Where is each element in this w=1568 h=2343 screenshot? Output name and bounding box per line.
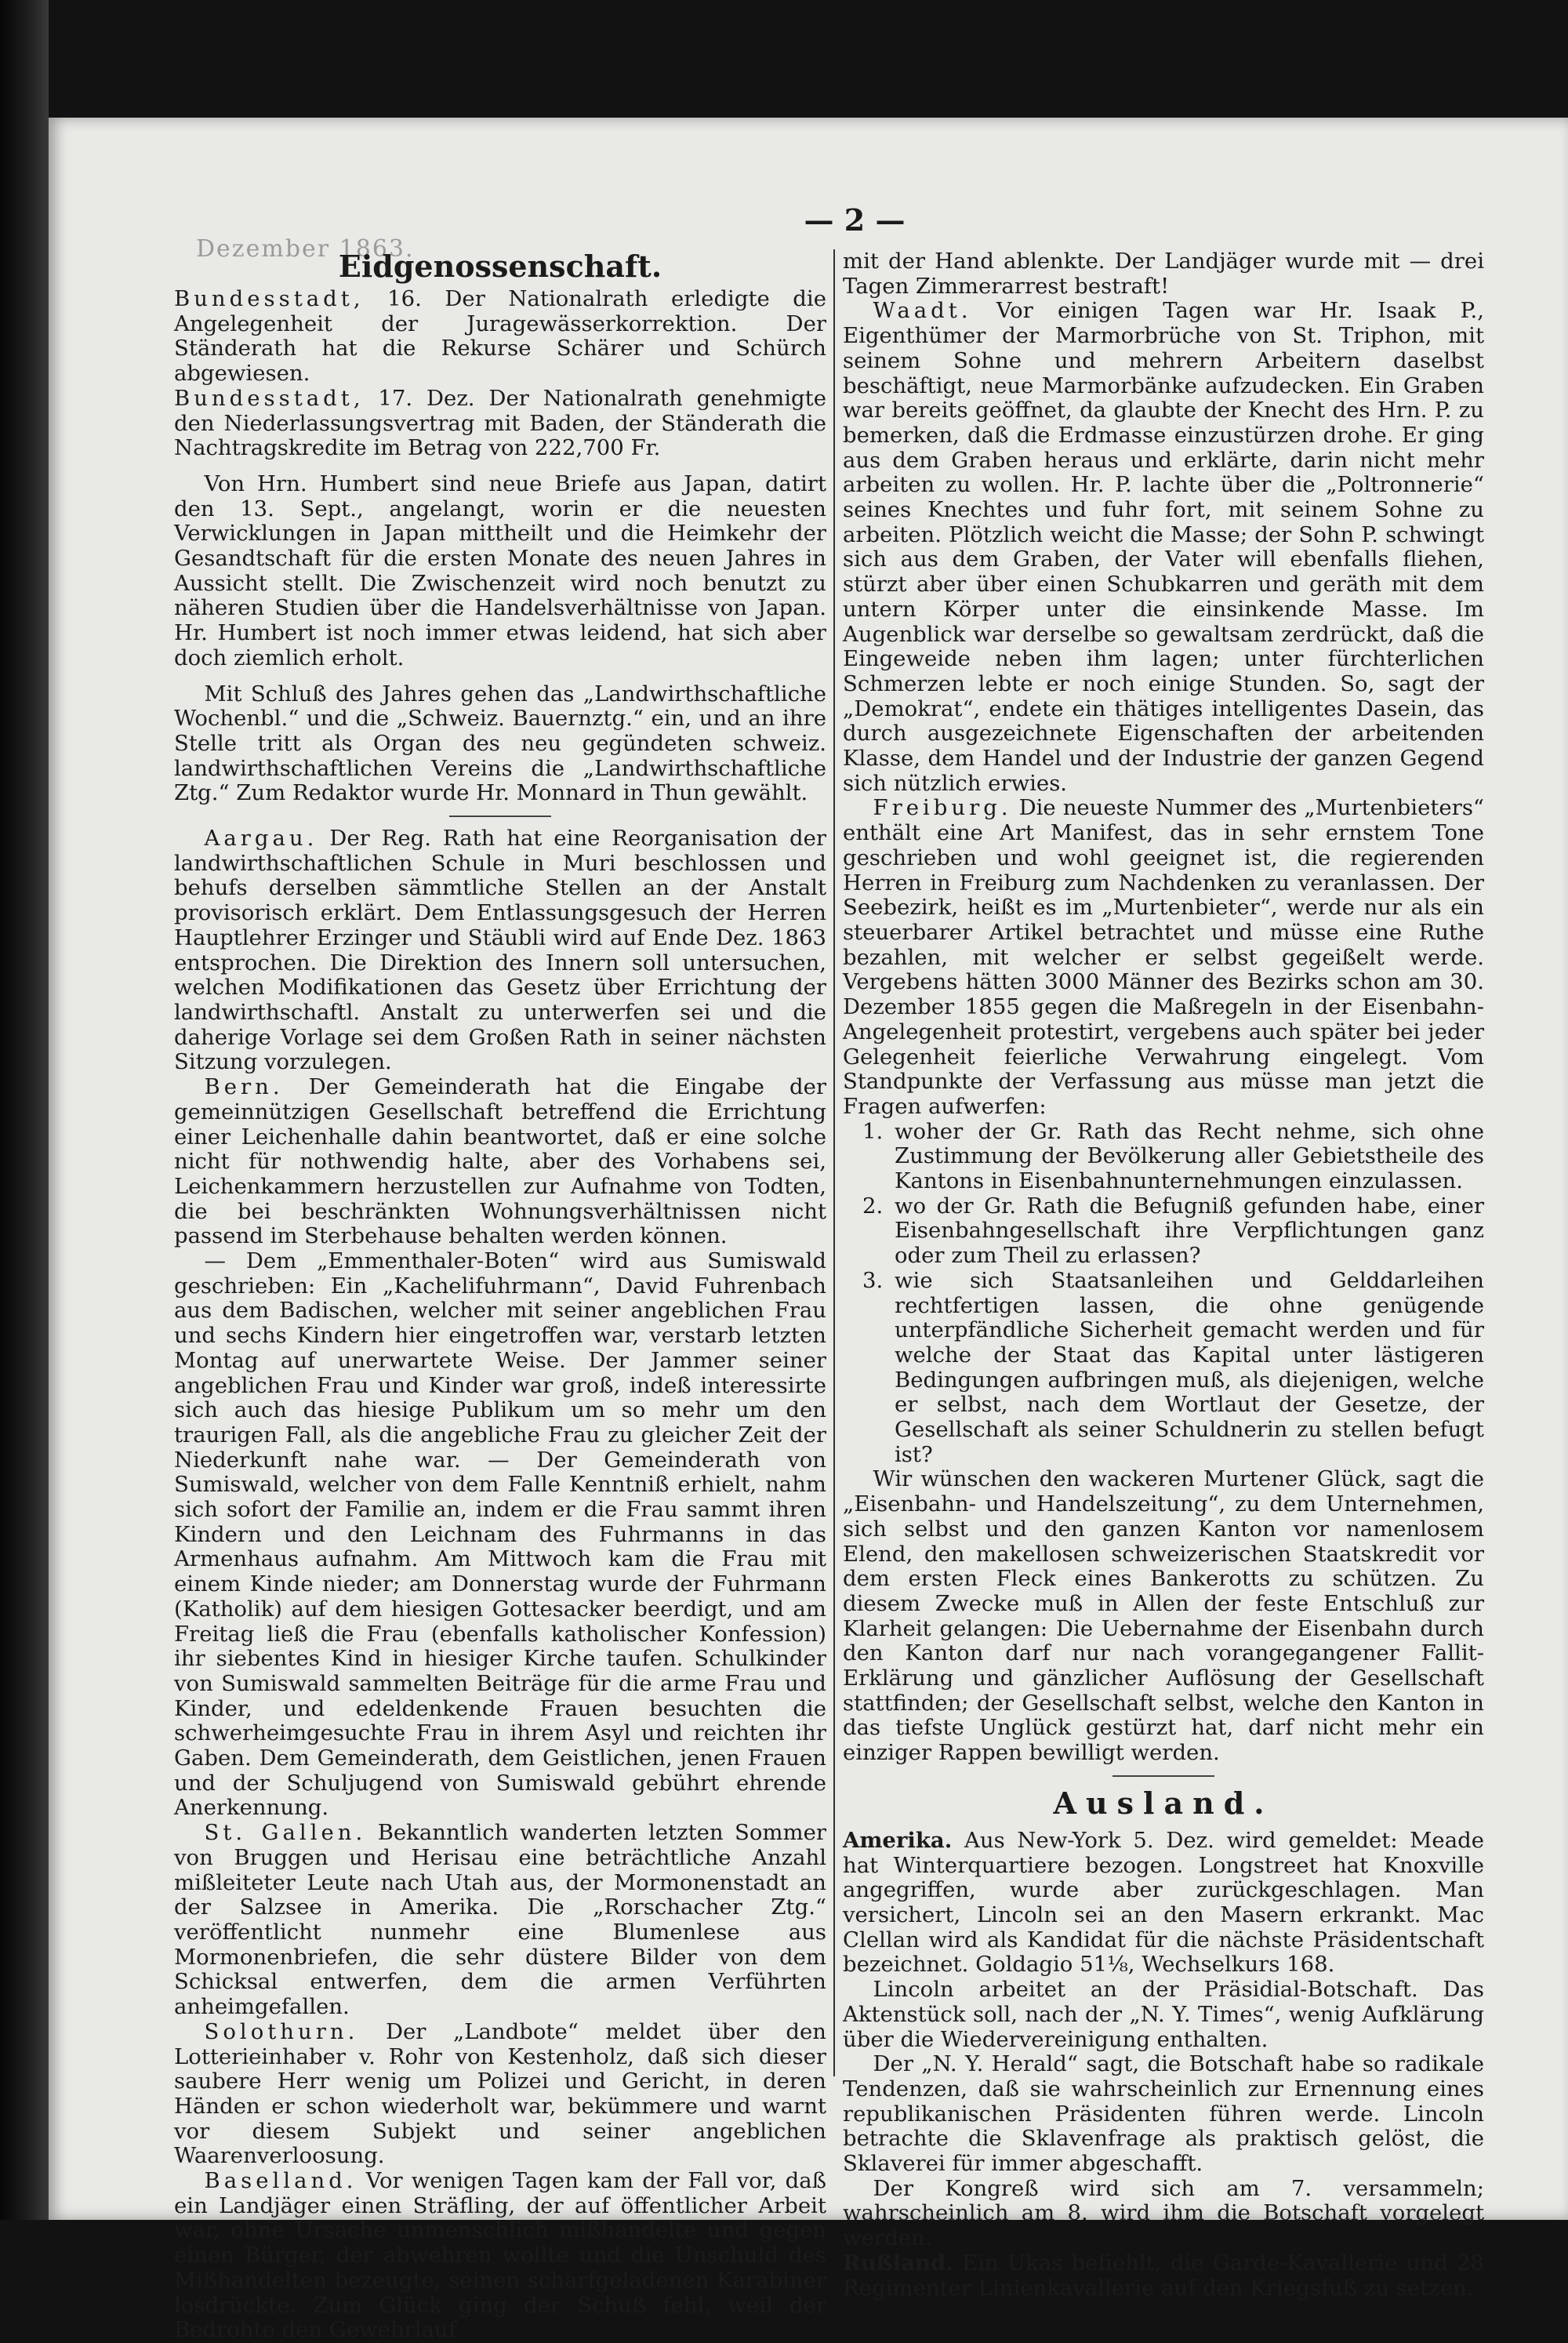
dateline: Solothurn. xyxy=(204,2018,359,2044)
article-st-gallen xyxy=(174,1821,826,2020)
article-text: 16. Der Nationalrath erledigte die Angelegenheit der Juragewässerkorrektion. Der Ständerath hat die Rekurse Schärer und Schürch abgewiesen. xyxy=(174,286,826,387)
article-bundesstadt-17 xyxy=(174,387,826,461)
dateline: St. Gallen. xyxy=(204,1820,367,1846)
article-bern xyxy=(174,1075,826,1249)
article-aargau xyxy=(174,826,826,1075)
spacer xyxy=(174,461,826,472)
question-item: 3. wie sich Staatsanleihen und Gelddarleihen rechtfertigen lassen, die ohne genügende unterpfändliche Sicherheit gemacht werden und für welche der Staat das Kapital unter lästigeren Bedingungen aufbringen muß, als diejenigen, welche er selbst, nach dem Wortlaut der Gesetze, der Gesellschaft als seiner Schuldnerin zu stellen befugt ist? xyxy=(890,1269,1484,1468)
article-text: Aus New-York 5. Dez. wird gemeldet: Meade hat Winterquartiere bezogen. Longstreet hat Knoxville angegriffen, wurde aber zurückgeschlagen. Man versichert, Lincoln sei an den Masern erkrankt. Mac Clellan wird als Kandidat für die nächste Präsidentschaft bezeichnet. Goldagio 51⅛, Wechselkurs 168. xyxy=(843,1827,1484,1978)
article-freiburg xyxy=(843,796,1484,1119)
article-text: Der Gemeinderath hat die Eingabe der gemeinnützigen Gesellschaft betreffend die Errichtung einer Leichenhalle dahin beantwortet, daß er eine solche nicht für nothwendig halte, aber des Vorhabens sei, Leichenkammern herzustellen zur Aufnahme von Todten, die bei beschränkten Wohnungsverhältnissen nicht passend im Sterbehause behalten werden können. xyxy=(174,1074,826,1249)
section-title-eidgenossenschaft: Eidgenossenschaft. xyxy=(338,249,662,284)
question-item: 2. wo der Gr. Rath die Befugniß gefunden habe, einer Eisenbahngesellschaft ihre Verpflichtungen ganz oder zum Theil zu erlassen? xyxy=(890,1194,1484,1269)
article-text: Der Reg. Rath hat eine Reorganisation der landwirthschaftlichen Schule in Muri beschlossen und behufs derselben sämmtliche Stellen an der Anstalt provisorisch erklärt. Dem Entlassungsgesuch der Herren Hauptlehrer Erzinger und Stäubli wird auf Ende Dez. 1863 entsprochen. Die Direktion des Innern soll untersuchen, welchen Modifikationen das Gesetz über Errichtung der landwirthschaftl. Anstalt zu unterwerfen sei und die daherige Vorlage sei dem Großen Rath in seiner nächsten Sitzung vorzulegen. xyxy=(174,826,826,1075)
faint-running-header: Dezember 1863. xyxy=(196,235,415,263)
article-ny-herald: Der „N. Y. Herald“ sagt, die Botschaft habe so radikale Tendenzen, daß sie wahrscheinlich zur Ernennung eines republikanischen Präsidenten führen werde. Lincoln betrachte die Sklavenfrage als praktisch gelöst, die Sklaverei für immer abgeschafft. xyxy=(843,2051,1484,2177)
dateline: Bundesstadt, xyxy=(174,385,365,411)
country-lead: Rußland. xyxy=(843,2250,953,2276)
book-binding xyxy=(0,0,49,2220)
dateline: Bundesstadt, xyxy=(174,286,365,311)
article-text: Die neueste Nummer des „Murtenbieters“ enthält eine Art Manifest, das in sehr ernstem Tone geschrieben und wohl geeignet ist, die regierenden Herren in Freiburg zum Nachdenken zu veranlassen. Der Seebezirk, heißt es im „Murtenbieter“, werde nur als ein steuerbarer Artikel betrachtet und müsse eine Ruthe bezahlen, mit welcher er selbst gegeißelt werde. Vergebens hätten 3000 Männer des Bezirks schon am 30. Dezember 1855 gegen die Maßregeln in der Eisenbahn-Angelegenheit protestirt, vergebens auch später bei jeder Gelegenheit feierliche Verwahrung eingelegt. Vom Standpunkte der Verfassung aus müsse man jetzt die Fragen aufwerfen: xyxy=(843,795,1484,1119)
article-text: Ein Ukas befiehlt, die Garde-Kavallerie und 28 Regimenter Linienkavallerie auf den Kriegsfuß zu setzen. xyxy=(843,2250,1484,2301)
article-text: Der „Landbote“ meldet über den Lotterieinhaber v. Rohr von Kestenholz, daß sich dieser saubere Herr wenig um Polizei und Gericht, in deren Händen er schon wiederholt war, bekümmere und warnt vor diesem Subjekt und seiner angeblichen Waarenverloosung. xyxy=(174,2018,826,2169)
article-murtener: Wir wünschen den wackeren Murtener Glück, sagt die „Eisenbahn- und Handelszeitung“, zu dem Unternehmen, sich selbst und den ganzen Kanton vor namenlosem Elend, den makellosen schweizerischen Staatskredit vor dem ersten Fleck eines Bankerotts zu schützen. Zu diesem Zwecke muß in Allen der feste Entschluß zur Klarheit gelangen: Die Uebernahme der Eisenbahn durch den Kanton darf nur nach vorangegangener Fallit-Erklärung und gänzlicher Auflösung der Gesellschaft stattfinden; der Gesellschaft selbst, welche den Kanton in das tiefste Unglück gestürzt hat, darf nicht mehr ein einziger Rappen bewilligt werden. xyxy=(843,1466,1484,1766)
dateline: Bern. xyxy=(204,1074,284,1100)
article-bundesstadt-16 xyxy=(174,287,826,387)
right-column xyxy=(843,249,1484,2301)
article-waadt xyxy=(843,299,1484,796)
article-text: 17. Dez. Der Nationalrath genehmigte den Niederlassungsvertrag mit Baden, der Ständerath die Nachtragskredite im Betrag von 222,700 Fr. xyxy=(174,385,826,461)
article-landwirthschaftliche-ztg: Mit Schluß des Jahres gehen das „Landwirthschaftliche Wochenbl.“ und die „Schweiz. Bauernztg.“ ein, und an ihre Stelle tritt als Organ des neu gegündeten schweiz. landwirthschaftlichen Vereins die „Landwirthschaftliche Ztg.“ Zum Redaktor wurde Hr. Monnard in Thun gewählt. xyxy=(174,681,826,806)
article-humbert-japan: Von Hrn. Humbert sind neue Briefe aus Japan, datirt den 13. Sept., angelangt, worin er die neuesten Verwicklungen in Japan mittheilt und die Heimkehr der Gesandtschaft für die ersten Monate des neuen Jahres in Aussicht stellt. Die Zwischenzeit wird noch benutzt zu näheren Studien über die Handelsverhältnisse von Japan. Hr. Humbert ist noch immer etwas leidend, hat sich aber doch ziemlich erholt. xyxy=(174,470,826,670)
dateline: Waadt. xyxy=(873,298,972,324)
page-number: — 2 — xyxy=(804,202,906,238)
section-divider xyxy=(449,816,551,817)
dateline: Freiburg. xyxy=(873,795,1012,821)
section-divider xyxy=(1112,1775,1214,1777)
column-divider xyxy=(833,249,835,2076)
article-russland xyxy=(843,2251,1484,2301)
article-baselland-continued: mit der Hand ablenkte. Der Landjäger wurde mit — drei Tagen Zimmerarrest bestraft! xyxy=(843,249,1484,299)
dateline: Aargau. xyxy=(204,826,318,852)
article-amerika xyxy=(843,1829,1484,1978)
article-text: Bekanntlich wanderten letzten Sommer von Bruggen und Herisau eine beträchtliche Anzahl mißleiteter Leute nach Utah aus, der Mormonenstadt an der Salzsee in Amerika. Die „Rorschacher Ztg.“ veröffentlicht nunmehr eine Blumenlese aus Mormonenbriefen, die sehr düstere Bilder von dem Schicksal entwerfen, dem die armen Verführten anheimgefallen. xyxy=(174,1820,827,2020)
spacer xyxy=(174,671,826,682)
question-item: 1. woher der Gr. Rath das Recht nehme, sich ohne Zustimmung der Bevölkerung aller Gebietstheile des Kantons in Eisenbahnunternehmungen einzulassen. xyxy=(890,1120,1484,1194)
section-title-ausland: Ausland. xyxy=(1053,1785,1274,1821)
article-text: Vor wenigen Tagen kam der Fall vor, daß ein Landjäger einen Sträfling, der auf öffentlicher Arbeit war, ohne Ursache unmenschlich mißhandelte und gegen einen Bürger, der abwehren wollte und die Unschuld des Mißhandelten bezeugte, seinen scharfgeladenen Karabiner losdrückte. Zum Glück ging der Schuß fehl, weil der Bedrohte den Gewehrlauf xyxy=(174,2168,826,2343)
dateline: Baselland. xyxy=(204,2168,358,2194)
article-text: Vor einigen Tagen war Hr. Isaak P., Eigenthümer der Marmorbrüche von St. Triphon, mit seinem Sohne und mehrern Arbeitern daselbst beschäftigt, neue Marmorbänke aufzudecken. Ein Graben war bereits geöffnet, da glaubte der Knecht des Hrn. P. zu bemerken, daß die Erdmasse einzustürzen drohe. Er ging aus dem Graben heraus und erklärte, darin nicht mehr arbeiten zu wollen. Hr. P. lachte über die „Poltronnerie“ seines Knechtes und fuhr fort, mit seinem Sohne zu arbeiten. Plötzlich weicht die Masse; der Sohn P. schwingt sich aus dem Graben, der Vater will ebenfalls fliehen, stürzt aber über einen Schubkarren und geräth mit dem untern Körper unter die einsinkende Masse. Im Augenblick war derselbe so gewaltsam zerdrückt, daß die Eingeweide neben ihm lagen; unter fürchterlichen Schmerzen lebte er noch einige Stunden. So, sagt der „Demokrat“, endete ein thätiges intelligentes Dasein, das durch ausgezeichnete Eigenschaften der arbeitenden Klasse, dem Handel und der Industrie der ganzen Gegend sich nützlich erwies. xyxy=(843,298,1484,796)
article-solothurn xyxy=(174,2020,826,2169)
article-sumiswald: — Dem „Emmenthaler-Boten“ wird aus Sumiswald geschrieben: Ein „Kachelifuhrmann“, David Fuhrenbach aus dem Badischen, welcher mit seiner angeblichen Frau und sechs Kindern hier eingetroffen war, verstarb letzten Montag auf unerwartete Weise. Der Jammer seiner angeblichen Frau und Kinder war groß, indeß interessirte sich auch das hiesige Publikum um so mehr um den traurigen Fall, als die angebliche Frau zu gleicher Zeit der Niederkunft nahe war. — Der Gemeinderath von Sumiswald, welcher von dem Falle Kenntniß erhielt, nahm sich sofort der Familie an, indem er die Frau sammt ihren Kindern und den Leichnam des Fuhrmanns in das Armenhaus aufnahm. Am Mittwoch kam die Frau mit einem Kinde nieder; am Donnerstag wurde der Fuhrmann (Katholik) auf dem hiesigen Gottesacker beerdigt, und am Freitag ließ die Frau (ebenfalls katholischer Konfession) ihr siebentes Kind in hiesiger Kirche taufen. Schulkinder von Sumiswald sammelten Beiträge für die arme Frau und Kinder, und edeldenkende Frauen besuchten die schwerheimgesuchte Frau in ihrem Asyl und reichten ihr Gaben. Dem Gemeinderath, dem Geistlichen, jenen Frauen und der Schuljugend von Sumiswald gebührt ehrende Anerkennung. xyxy=(174,1248,826,1821)
article-kongress: Der Kongreß wird sich am 7. versammeln; wahrscheinlich am 8. wird ihm die Botschaft vorgelegt werden. xyxy=(843,2175,1484,2251)
country-lead: Amerika. xyxy=(843,1827,953,1853)
left-column xyxy=(174,249,826,2343)
article-lincoln-botschaft: Lincoln arbeitet an der Präsidial-Botschaft. Das Aktenstück soll, nach der „N. Y. Times“, wenig Aufklärung über die Wiedervereinigung enthalten. xyxy=(843,1977,1484,2052)
article-baselland xyxy=(174,2169,826,2343)
question-list xyxy=(843,1120,1484,1468)
